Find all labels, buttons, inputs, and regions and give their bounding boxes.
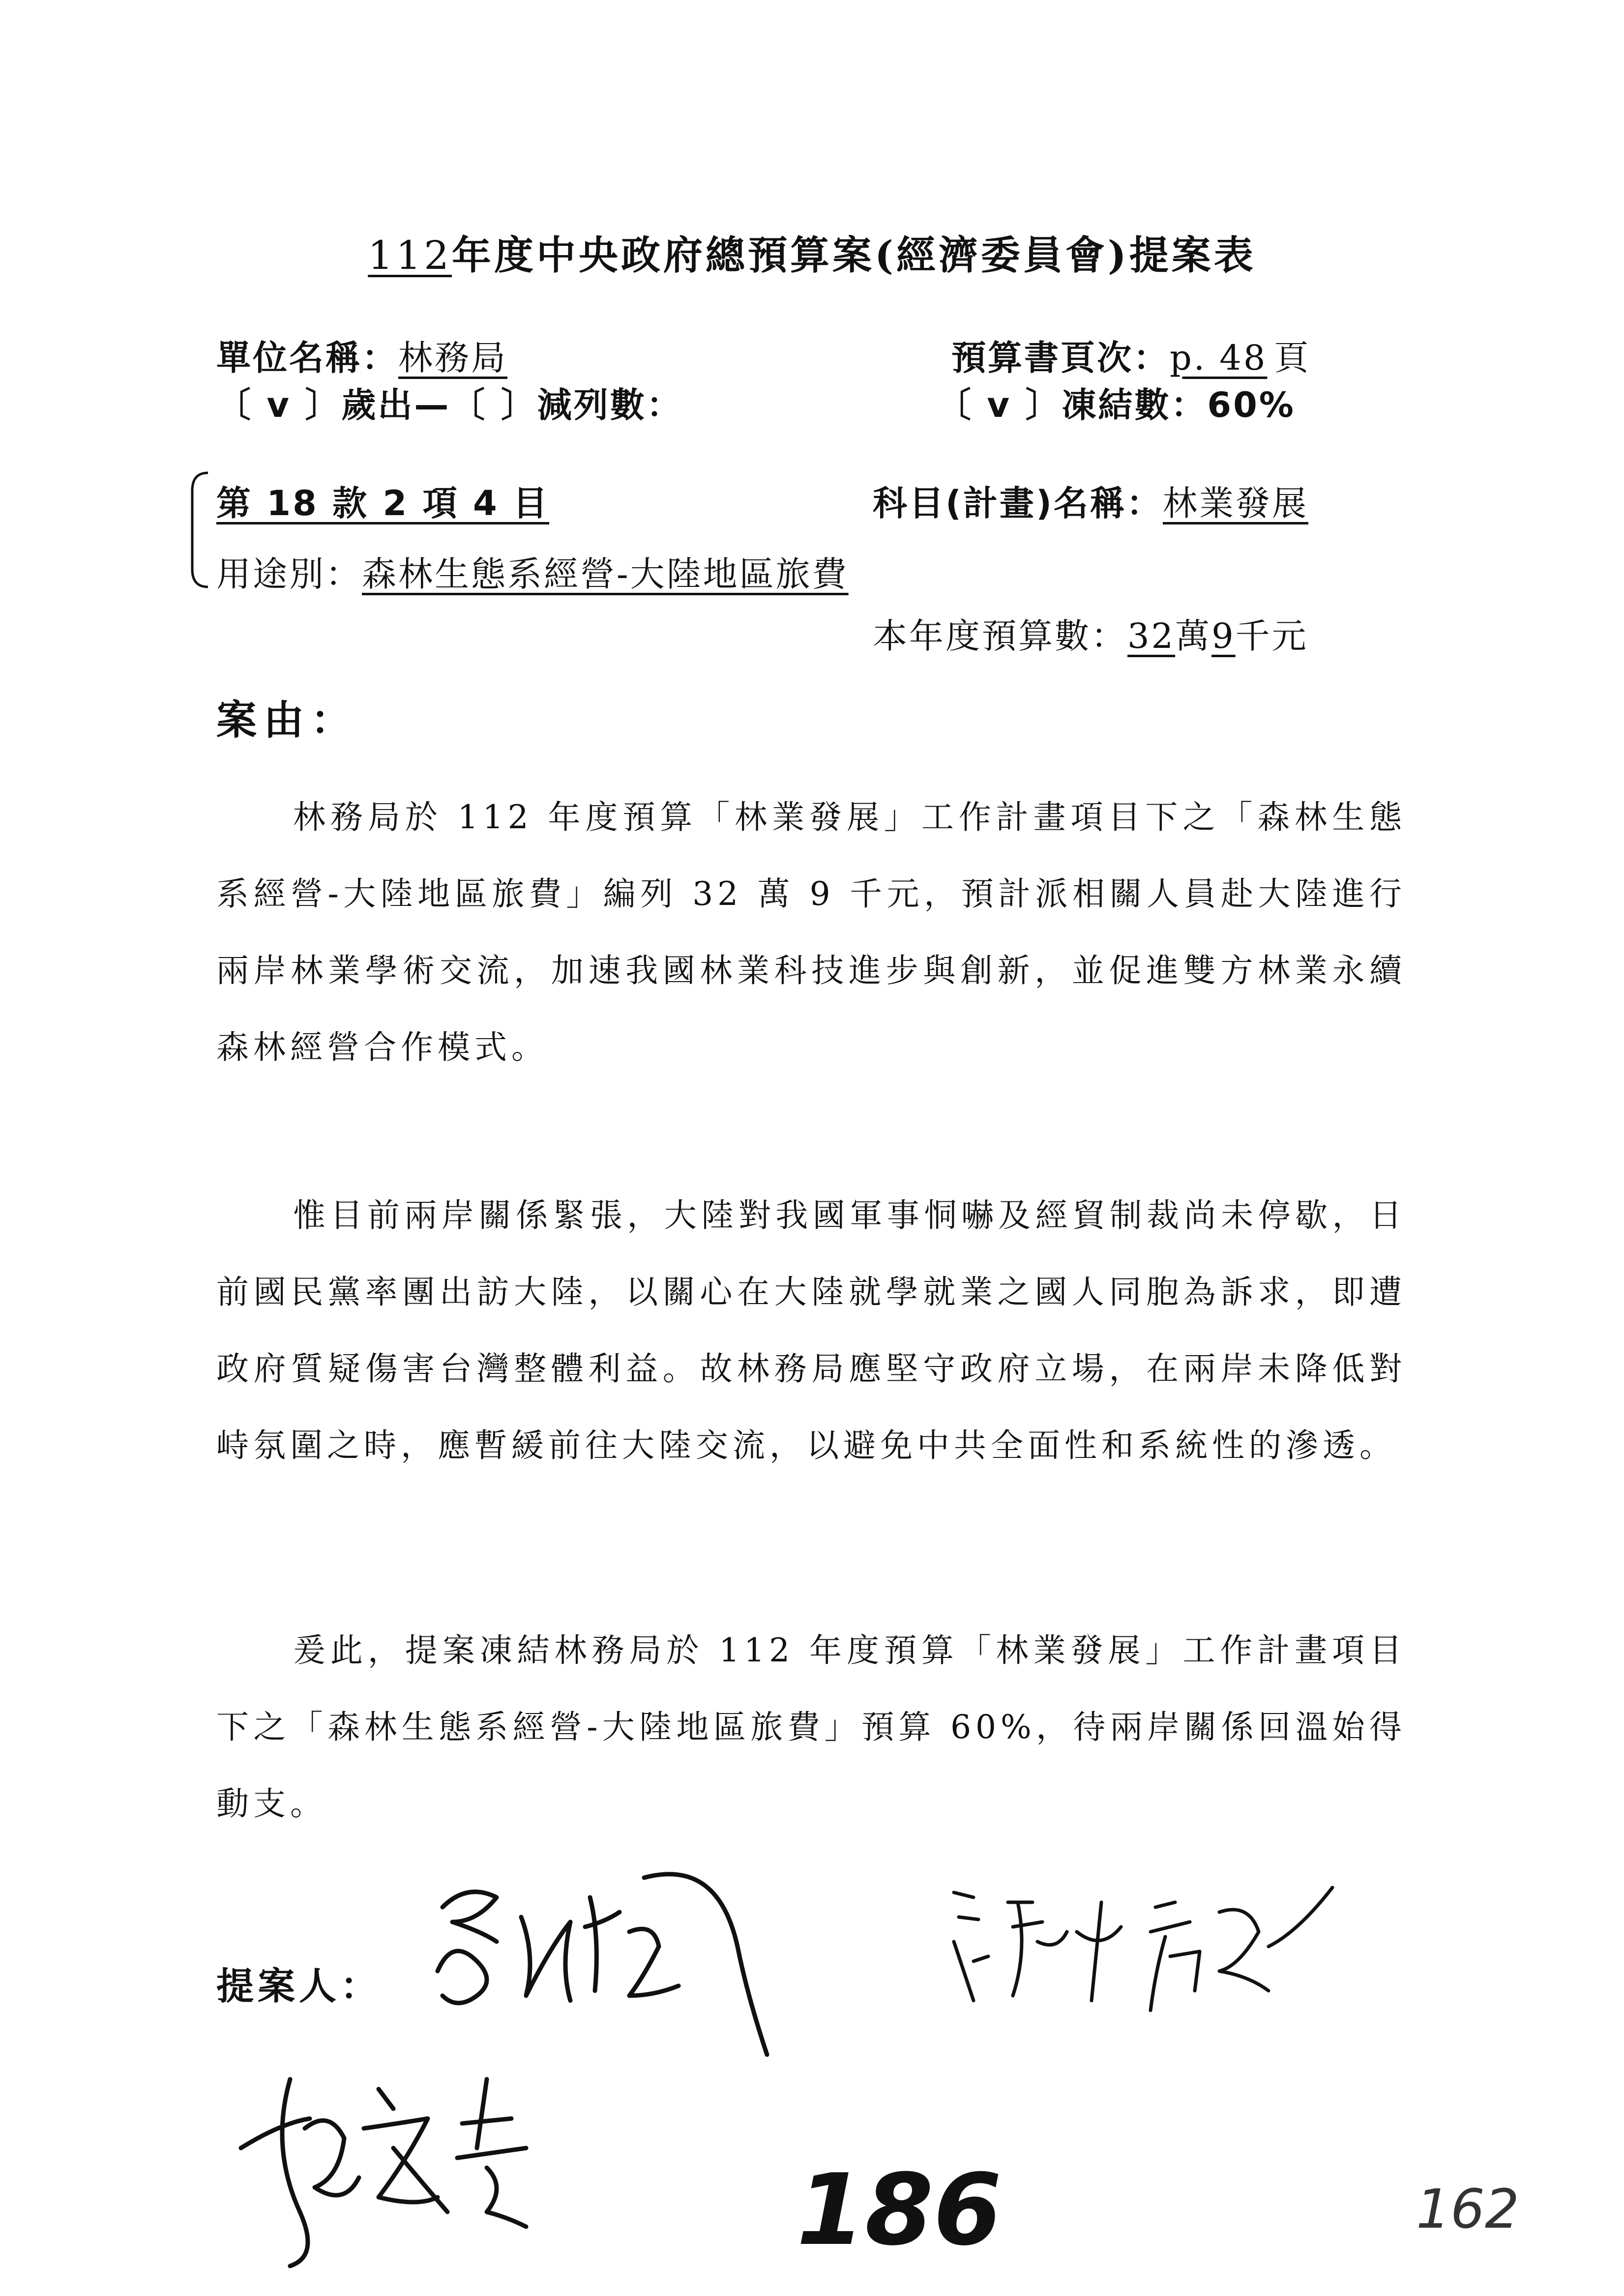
section-code: 第 18 款 2 項 4 目	[216, 483, 550, 523]
signature-1	[423, 1848, 797, 2084]
document-title	[0, 224, 1624, 280]
subject-row	[873, 476, 1308, 525]
title-text: 年度中央政府總預算案(經濟委員會)提案表	[452, 232, 1256, 278]
reason-paragraph-3: 爰此，提案凍結林務局於 112 年度預算「林業發展」工作計畫項目下之「森林生態系經營-大陸地區旅費」預算 60%，待兩岸關係回溫始得動支。	[216, 1631, 1406, 1823]
reason-paragraph-2: 惟目前兩岸關係緊張，大陸對我國軍事恫嚇及經貿制裁尚未停歇，日前國民黨率團出訪大陸，以關心在大陸就學就業之國人同胞為訴求，即遭政府質疑傷害台灣整體利益。故林務局應堅守政府立場，在兩岸未降低對峙氛圍之時，應暫緩前往大陸交流，以避免中共全面性和系統性的滲透。	[216, 1196, 1406, 1464]
budget-label: 本年度預算數：	[873, 616, 1127, 656]
freeze-check-line: 〔 v 〕凍結數：60%	[937, 385, 1296, 425]
stamp-number: 186	[797, 2153, 1002, 2267]
unit-label: 單位名稱：	[216, 338, 398, 378]
page-label: 預算書頁次：	[951, 338, 1170, 378]
budget-qian: 9	[1211, 616, 1236, 656]
section-bracket	[189, 471, 209, 589]
subject-label: 科目(計畫)名稱：	[873, 483, 1163, 523]
subject-value: 林業發展	[1162, 483, 1308, 523]
purpose-value: 森林生態系經營-大陸地區旅費	[362, 554, 849, 594]
purpose-row	[216, 547, 849, 596]
unit-row	[216, 330, 507, 380]
purpose-label: 用途別：	[216, 554, 362, 594]
reason-heading: 案由：	[216, 697, 358, 744]
reason-paragraph-1: 林務局於 112 年度預算「林業發展」工作計畫項目下之「森林生態系經營-大陸地區旅費」編列 32 萬 9 千元，預計派相關人員赴大陸進行兩岸林業學術交流，加速我國林業科技進步與創新，並促進雙方林業永續森林經營合作模式。	[216, 798, 1406, 1066]
budget-qian-unit: 千元	[1235, 616, 1308, 656]
page-ref-row	[951, 330, 1310, 380]
proposer-label: 提案人：	[216, 1964, 382, 2008]
title-year: 112	[368, 233, 452, 278]
expenditure-check-line: 〔 v 〕歲出—〔 〕減列數：	[216, 385, 683, 425]
signature-3	[231, 2050, 615, 2276]
budget-wan-unit: 萬	[1175, 616, 1212, 656]
page-value: p. 48	[1170, 338, 1268, 378]
unit-value: 林務局	[398, 338, 507, 378]
budget-wan: 32	[1127, 616, 1176, 656]
page-suffix: 頁	[1274, 338, 1311, 378]
corner-page-number: 162	[1416, 2178, 1519, 2240]
signature-2	[944, 1873, 1347, 2030]
budget-row	[873, 609, 1308, 658]
